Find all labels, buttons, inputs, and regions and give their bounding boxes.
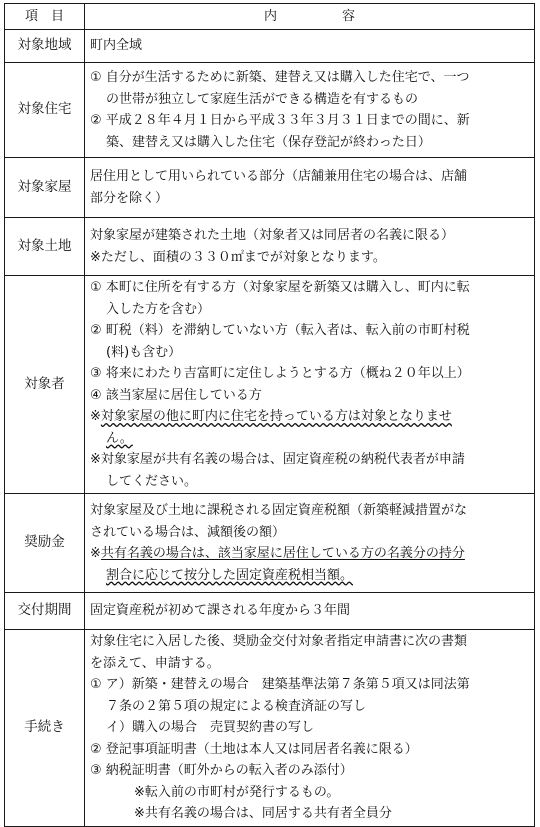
row-procedure — [5, 630, 535, 827]
text-line: 築、建替え又は購入した住宅（保存登記が終わった日） — [106, 134, 431, 150]
header-content: 内 容 — [85, 4, 535, 30]
text-line: イ）購入の場合 売買契約書の写し — [106, 720, 315, 735]
row-target-housing — [5, 63, 535, 158]
text-line: してください。 — [106, 473, 198, 489]
label-target-housing: 対象住宅 — [5, 63, 85, 158]
text-line: 対象住宅に入居した後、奨励金交付対象者指定申請書に次の書類 — [90, 634, 468, 649]
underlined-text: 共有名義の場合は、該当家屋に居住している方の名義分の持分 — [100, 546, 465, 561]
text-line: 町内全域 — [90, 38, 143, 54]
wavy-underlined-text: 対象家屋の他に町内に住宅を持っている方は対象となりませ — [100, 409, 452, 424]
text-line: ② 登記事項証明書（土地は本人又は同居者名義に限る） — [90, 741, 418, 757]
text-line: (料)も含む） — [106, 344, 182, 360]
wavy-underlined-text: 割合に応じて按分した固定資産税相当額。 — [106, 567, 354, 583]
text-line — [90, 565, 530, 587]
text-line: ① ア）新築・建替えの場合 建築基準法第７条第５項又は同法第 — [90, 677, 470, 692]
text-line: 固定資産税が初めて課される年度から３年間 — [90, 603, 351, 619]
text-line: ※転入前の市町村が発行するもの。 — [134, 784, 340, 800]
text-line: 対象家屋が建築された土地（対象者又は同居者の名義に限る） — [90, 228, 455, 243]
text-line: 対象家屋及び土地に課税される固定資産税額（新築軽減措置がな — [90, 503, 468, 518]
text-line: ② 平成２８年４月１日から平成３３年３月３１日までの間に、新 — [90, 113, 470, 128]
content-target-land — [85, 218, 535, 276]
label-target-area: 対象地域 — [5, 30, 85, 63]
row-target-land — [5, 218, 535, 276]
row-target-person — [5, 276, 535, 494]
text-line: 部分を除く） — [90, 190, 169, 206]
row-grant-period — [5, 593, 535, 630]
text-line: 居住用として用いられている部分（店舗兼用住宅の場合は、店舗 — [90, 169, 468, 184]
label-target-building: 対象家屋 — [5, 158, 85, 218]
text-line — [90, 428, 530, 450]
text-line — [90, 543, 530, 565]
text-line: 入した方を含む） — [106, 301, 211, 317]
content-target-building — [85, 158, 535, 218]
text-line: ② 町税（料）を滞納していない方（転入者は、転入前の市町村税 — [90, 323, 470, 338]
row-target-area — [5, 30, 535, 63]
label-incentive: 奨励金 — [5, 494, 85, 593]
content-procedure — [85, 630, 535, 827]
note-mark: ※ — [90, 546, 101, 561]
text-line: されている場合は、減額後の額） — [90, 524, 286, 540]
text-line: ③ 納税証明書（町外からの転入者のみ添付） — [90, 763, 353, 778]
text-line: を添えて、申請する。 — [90, 655, 220, 671]
text-line: ③ 将来にわたり吉富町に定住しようとする方（概ね２０年以上） — [90, 366, 470, 381]
text-line: ④ 該当家屋に居住している方 — [90, 387, 262, 403]
text-line: の世帯が独立して家庭生活ができる構造を有するもの — [106, 91, 419, 107]
header-item: 項 目 — [5, 4, 85, 30]
text-line: ７条の２第５項の規定による検査済証の写し — [106, 698, 367, 714]
content-target-housing — [85, 63, 535, 158]
content-target-person — [85, 276, 535, 494]
text-line: ※ただし、面積の３３０㎡までが対象となります。 — [90, 249, 386, 265]
row-target-building — [5, 158, 535, 218]
label-procedure: 手続き — [5, 630, 85, 827]
label-target-land: 対象土地 — [5, 218, 85, 276]
text-line: ① 本町に住所を有する方（対象家屋を新築又は購入し、町内に転 — [90, 280, 470, 295]
content-incentive — [85, 494, 535, 593]
text-line: ※共有名義の場合は、同居する共有者全員分 — [134, 806, 392, 821]
label-grant-period: 交付期間 — [5, 593, 85, 630]
text-line: ① 自分が生活するために新築、建替え又は購入した住宅で、一つ — [90, 70, 470, 85]
subsidy-terms-table — [4, 3, 535, 827]
content-grant-period — [85, 593, 535, 630]
row-incentive — [5, 494, 535, 593]
wavy-underlined-text: ん。 — [106, 430, 133, 446]
label-target-person: 対象者 — [5, 276, 85, 494]
text-line — [90, 406, 530, 428]
header-row — [5, 4, 535, 30]
content-target-area — [85, 30, 535, 63]
text-line: ※対象家屋が共有名義の場合は、固定資産税の納税代表者が申請 — [90, 452, 465, 467]
note-mark: ※ — [90, 409, 101, 424]
